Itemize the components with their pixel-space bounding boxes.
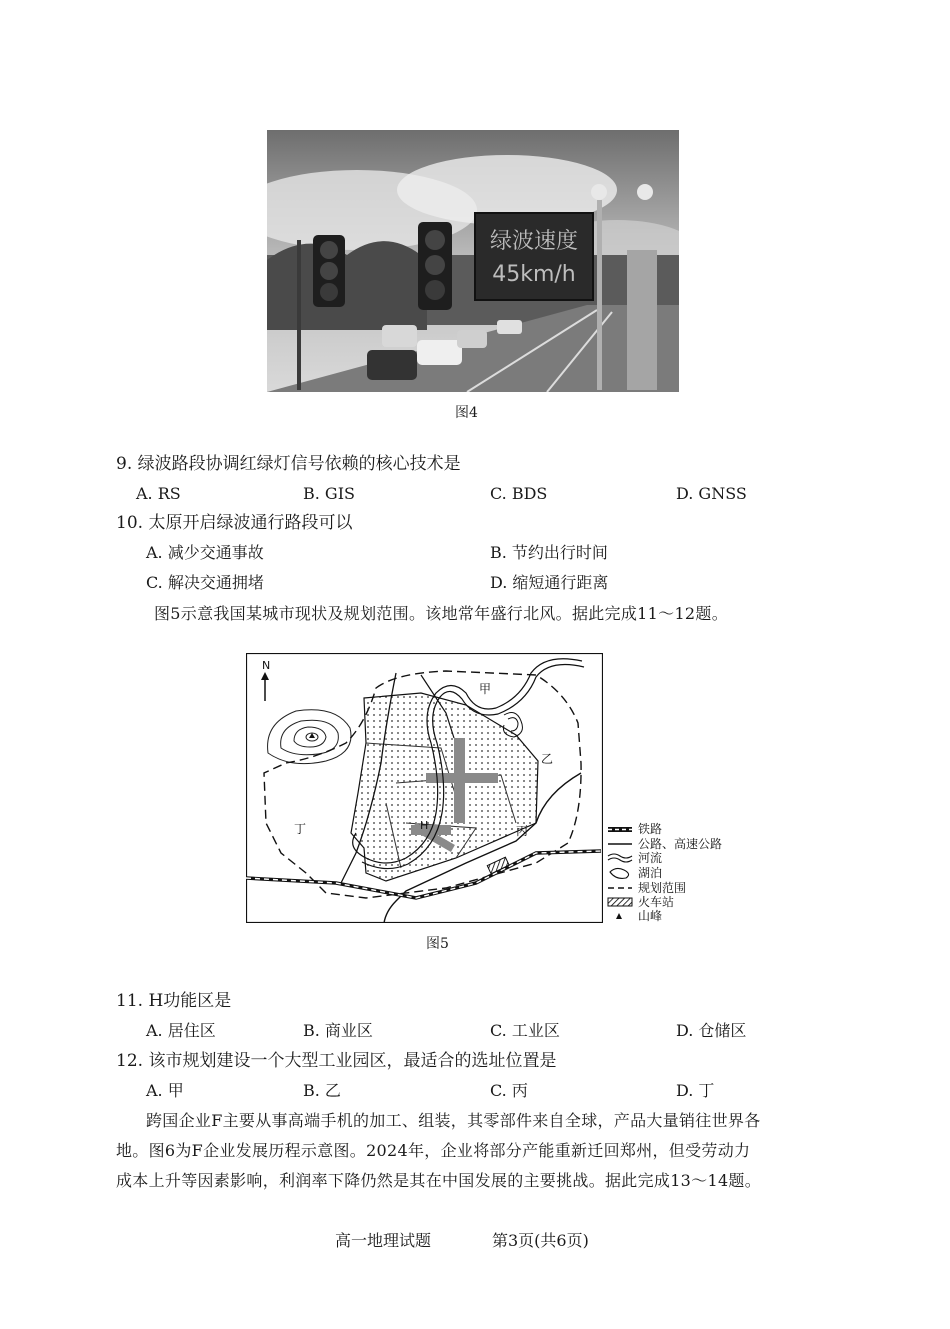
q12-option-a: A. 甲 [146, 1081, 184, 1100]
green-wave-sign-line2: 45km/h [492, 262, 576, 287]
q12-option-c: C. 丙 [490, 1081, 528, 1100]
legend-river: 河流 [638, 851, 663, 865]
legend-railway: 铁路 [638, 822, 663, 836]
figure5-map [246, 653, 603, 923]
legend-train-station: 火车站 [638, 895, 675, 909]
q10-option-b: B. 节约出行时间 [490, 543, 608, 562]
intro-13-14-line1: 跨国企业F主要从事高端手机的加工、组装，其零部件来自全球，产品大量销往世界各 [146, 1111, 761, 1130]
zone-h-label: H [420, 819, 429, 832]
north-label: N [262, 659, 271, 672]
question-9-stem: 9. 绿波路段协调红绿灯信号依赖的核心技术是 [116, 454, 461, 474]
legend-road: 公路、高速公路 [638, 837, 723, 851]
zone-jia-label: 甲 [479, 682, 492, 696]
lake-icon [610, 868, 629, 878]
q11-option-d: D. 仓储区 [676, 1021, 747, 1040]
question-10-stem: 10. 太原开启绿波通行路段可以 [116, 513, 353, 533]
q9-option-b: B. GIS [303, 484, 355, 503]
intro-questions-11-12: 图5示意我国某城市现状及规划范围。该地常年盛行北风。据此完成11～12题。 [154, 604, 728, 623]
legend-lake: 湖泊 [638, 866, 663, 880]
q10-option-a: A. 减少交通事故 [146, 543, 264, 562]
q12-option-d: D. 丁 [676, 1081, 715, 1100]
intro-13-14-line3: 成本上升等因素影响，利润率下降仍然是其在中国发展的主要挑战。据此完成13～14题。 [116, 1171, 762, 1190]
mountain-peak-legend-icon [616, 913, 622, 919]
question-12-stem: 12. 该市规划建设一个大型工业园区，最适合的选址位置是 [116, 1051, 557, 1071]
figure4-photo [267, 130, 679, 392]
zone-bing-label: 丙 [516, 824, 529, 838]
q12-option-b: B. 乙 [303, 1081, 341, 1100]
figure5-legend [606, 820, 746, 925]
zone-ding-label: 丁 [294, 822, 307, 836]
q11-option-c: C. 工业区 [490, 1021, 560, 1040]
legend-mountain-peak: 山峰 [638, 909, 663, 923]
q10-option-d: D. 缩短通行距离 [490, 573, 609, 592]
green-wave-sign-line1: 绿波速度 [489, 229, 579, 254]
footer-subject: 高一地理试题 [335, 1231, 432, 1250]
q9-option-a: A. RS [136, 484, 181, 503]
zone-yi-label: 乙 [541, 752, 554, 766]
q10-option-c: C. 解决交通拥堵 [146, 573, 264, 592]
intro-13-14-line2: 地。图6为F企业发展历程示意图。2024年，企业将部分产能重新迁回郑州，但受劳动力 [116, 1141, 751, 1160]
footer-page-number: 第3页(共6页) [492, 1231, 589, 1250]
q9-option-c: C. BDS [490, 484, 548, 503]
legend-planning-boundary: 规划范围 [638, 881, 687, 895]
q9-option-d: D. GNSS [676, 484, 747, 503]
train-station-legend-icon [608, 898, 632, 906]
q11-option-b: B. 商业区 [303, 1021, 373, 1040]
question-11-stem: 11. H功能区是 [116, 991, 232, 1011]
figure4-caption: 图4 [455, 405, 478, 421]
q11-option-a: A. 居住区 [146, 1021, 216, 1040]
figure5-caption: 图5 [426, 936, 449, 952]
